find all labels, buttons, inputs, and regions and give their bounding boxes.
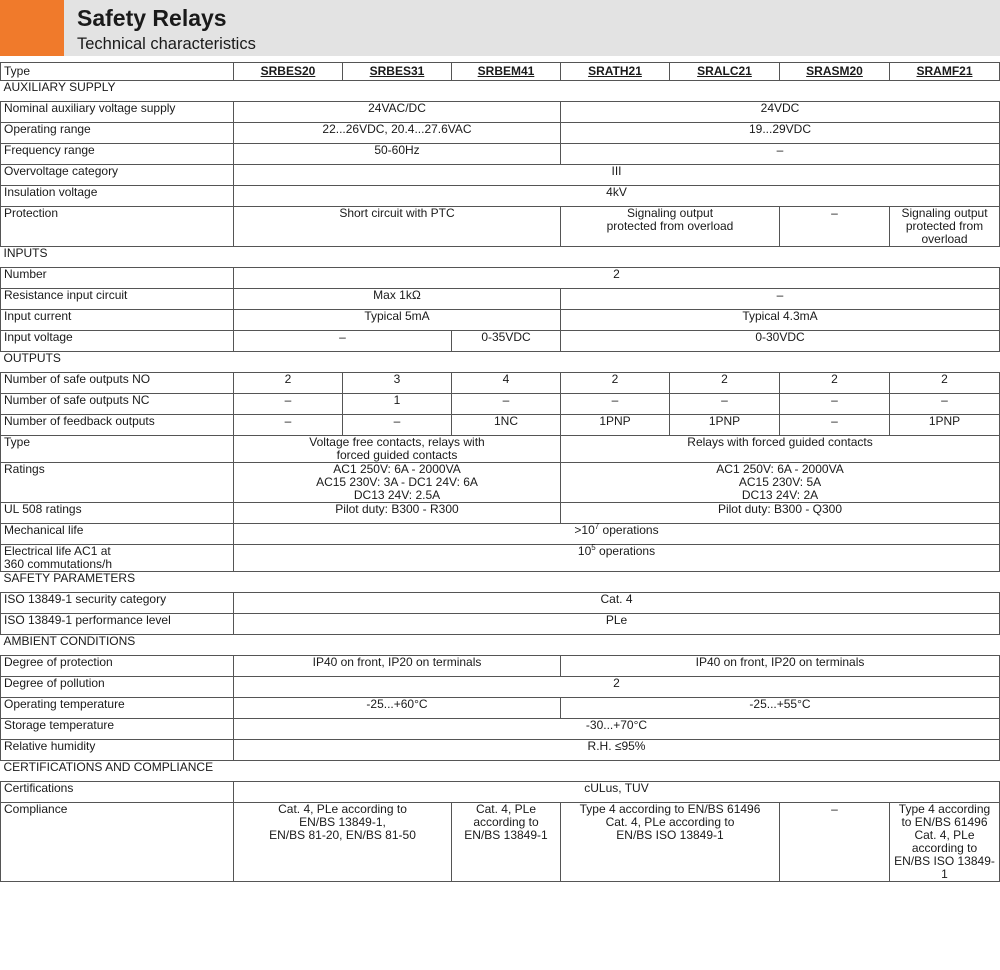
spec-row-nominal-auxiliary-voltage-supply — [1, 102, 1000, 123]
spec-value: 1PNP — [561, 415, 670, 436]
spec-value: 1NC — [452, 415, 561, 436]
spec-value: cULus, TUV — [234, 782, 1000, 803]
spec-label: Number of feedback outputs — [1, 415, 234, 436]
header-model: SRBES20 — [234, 63, 343, 81]
spec-value: – — [234, 394, 343, 415]
spec-value: 22...26VDC, 20.4...27.6VAC — [234, 123, 561, 144]
spec-label: Degree of pollution — [1, 677, 234, 698]
spec-value: R.H. ≤95% — [234, 740, 1000, 761]
spec-value: – — [561, 289, 1000, 310]
spec-row-relative-humidity — [1, 740, 1000, 761]
spec-value: PLe — [234, 614, 1000, 635]
spec-value: 2 — [561, 373, 670, 394]
spec-value: Signaling output protected from overload — [561, 207, 780, 247]
spec-value: – — [670, 394, 780, 415]
spec-label: Type — [1, 436, 234, 463]
spec-value: Signaling output protected from overload — [890, 207, 1000, 247]
section-row — [1, 635, 1000, 656]
spec-row-electrical-life-ac1-at — [1, 545, 1000, 572]
spec-value: – — [780, 394, 890, 415]
header-model: SRASM20 — [780, 63, 890, 81]
spec-value: 2 — [890, 373, 1000, 394]
spec-value: – — [780, 207, 890, 247]
header-model: SRBES31 — [343, 63, 452, 81]
spec-value: – — [561, 144, 1000, 165]
spec-value: – — [234, 415, 343, 436]
spec-label: Number of safe outputs NC — [1, 394, 234, 415]
section-title: INPUTS — [1, 247, 1000, 268]
section-row — [1, 352, 1000, 373]
spec-value: Typical 5mA — [234, 310, 561, 331]
spec-label: Operating range — [1, 123, 234, 144]
spec-row-iso-13849-1-security-category — [1, 593, 1000, 614]
spec-value: IP40 on front, IP20 on terminals — [234, 656, 561, 677]
spec-value: 2 — [234, 373, 343, 394]
header-model: SRALC21 — [670, 63, 780, 81]
spec-row-insulation-voltage — [1, 186, 1000, 207]
spec-row-compliance — [1, 803, 1000, 882]
spec-value: 1PNP — [890, 415, 1000, 436]
spec-row-number-of-safe-outputs-nc — [1, 394, 1000, 415]
spec-row-protection — [1, 207, 1000, 247]
spec-row-mechanical-life — [1, 524, 1000, 545]
spec-label: UL 508 ratings — [1, 503, 234, 524]
spec-row-degree-of-pollution — [1, 677, 1000, 698]
spec-value: Short circuit with PTC — [234, 207, 561, 247]
spec-row-operating-range — [1, 123, 1000, 144]
spec-value: 19...29VDC — [561, 123, 1000, 144]
spec-value: 2 — [234, 677, 1000, 698]
spec-label: Mechanical life — [1, 524, 234, 545]
spec-value: – — [780, 803, 890, 882]
page-header — [0, 0, 1000, 56]
spec-label: Overvoltage category — [1, 165, 234, 186]
spec-row-degree-of-protection — [1, 656, 1000, 677]
spec-value: Voltage free contacts, relays with forced guided contacts — [234, 436, 561, 463]
section-title: AMBIENT CONDITIONS — [1, 635, 1000, 656]
spec-label: ISO 13849-1 performance level — [1, 614, 234, 635]
page-subtitle: Technical characteristics — [77, 35, 256, 53]
spec-value: – — [780, 415, 890, 436]
spec-value: Typical 4.3mA — [561, 310, 1000, 331]
spec-label: Operating temperature — [1, 698, 234, 719]
spec-label: Degree of protection — [1, 656, 234, 677]
spec-row-number-of-safe-outputs-no — [1, 373, 1000, 394]
spec-label: Frequency range — [1, 144, 234, 165]
header-type: Type — [1, 63, 234, 81]
spec-label: Insulation voltage — [1, 186, 234, 207]
spec-label: Input voltage — [1, 331, 234, 352]
section-row — [1, 247, 1000, 268]
spec-value: 0-30VDC — [561, 331, 1000, 352]
spec-row-storage-temperature — [1, 719, 1000, 740]
spec-row-operating-temperature — [1, 698, 1000, 719]
header-model: SRBEM41 — [452, 63, 561, 81]
section-title: CERTIFICATIONS AND COMPLIANCE — [1, 761, 1000, 782]
spec-label: Input current — [1, 310, 234, 331]
spec-value: Cat. 4, PLe according to EN/BS 13849-1 — [452, 803, 561, 882]
spec-value: – — [234, 331, 452, 352]
header-model: SRATH21 — [561, 63, 670, 81]
section-title: AUXILIARY SUPPLY — [1, 81, 1000, 102]
spec-value: -25...+55°C — [561, 698, 1000, 719]
spec-label: Storage temperature — [1, 719, 234, 740]
spec-value: 0-35VDC — [452, 331, 561, 352]
spec-value: 50-60Hz — [234, 144, 561, 165]
spec-label: Compliance — [1, 803, 234, 882]
section-row — [1, 572, 1000, 593]
spec-label: ISO 13849-1 security category — [1, 593, 234, 614]
spec-row-frequency-range — [1, 144, 1000, 165]
spec-value: $>10^7$ operations — [234, 524, 1000, 545]
spec-value: – — [452, 394, 561, 415]
spec-label: Number — [1, 268, 234, 289]
spec-row-input-voltage — [1, 331, 1000, 352]
spec-label: Relative humidity — [1, 740, 234, 761]
spec-value: 1PNP — [670, 415, 780, 436]
spec-row-certifications — [1, 782, 1000, 803]
spec-value: $10^5$ operations — [234, 545, 1000, 572]
spec-row-number — [1, 268, 1000, 289]
spec-value: Max 1kΩ — [234, 289, 561, 310]
spec-value: – — [890, 394, 1000, 415]
spec-value: Type 4 according to EN/BS 61496 Cat. 4, PLe according to EN/BS ISO 13849-1 — [561, 803, 780, 882]
spec-label: Electrical life AC1 at 360 commutations/h — [1, 545, 234, 572]
spec-value: IP40 on front, IP20 on terminals — [561, 656, 1000, 677]
spec-value: 24VDC — [561, 102, 1000, 123]
spec-value: Pilot duty: B300 - R300 — [234, 503, 561, 524]
spec-label: Nominal auxiliary voltage supply — [1, 102, 234, 123]
section-row — [1, 81, 1000, 102]
specs-table — [0, 62, 1000, 882]
spec-row-resistance-input-circuit — [1, 289, 1000, 310]
spec-label: Number of safe outputs NO — [1, 373, 234, 394]
page-title: Safety Relays — [77, 5, 227, 31]
spec-label: Certifications — [1, 782, 234, 803]
header-model: SRAMF21 — [890, 63, 1000, 81]
spec-value: 24VAC/DC — [234, 102, 561, 123]
spec-row-type — [1, 436, 1000, 463]
spec-row-iso-13849-1-performance-level — [1, 614, 1000, 635]
spec-value: Type 4 according to EN/BS 61496 Cat. 4, PLe according to EN/BS ISO 13849-1 — [890, 803, 1000, 882]
spec-row-number-of-feedback-outputs — [1, 415, 1000, 436]
spec-value: 2 — [234, 268, 1000, 289]
spec-row-overvoltage-category — [1, 165, 1000, 186]
spec-value: 2 — [780, 373, 890, 394]
spec-value: 4kV — [234, 186, 1000, 207]
spec-value: 1 — [343, 394, 452, 415]
spec-value: -25...+60°C — [234, 698, 561, 719]
spec-row-input-current — [1, 310, 1000, 331]
spec-value: Cat. 4 — [234, 593, 1000, 614]
spec-row-ul-508-ratings — [1, 503, 1000, 524]
spec-value: Relays with forced guided contacts — [561, 436, 1000, 463]
spec-label: Ratings — [1, 463, 234, 503]
section-title: OUTPUTS — [1, 352, 1000, 373]
section-row — [1, 761, 1000, 782]
spec-value: 4 — [452, 373, 561, 394]
spec-row-ratings — [1, 463, 1000, 503]
spec-label: Protection — [1, 207, 234, 247]
spec-value: Pilot duty: B300 - Q300 — [561, 503, 1000, 524]
spec-value: – — [343, 415, 452, 436]
spec-label: Resistance input circuit — [1, 289, 234, 310]
spec-value: – — [561, 394, 670, 415]
spec-value: Cat. 4, PLe according to EN/BS 13849-1, EN/BS 81-20, EN/BS 81-50 — [234, 803, 452, 882]
accent-block — [0, 0, 64, 56]
spec-value: -30...+70°C — [234, 719, 1000, 740]
spec-value: III — [234, 165, 1000, 186]
spec-value: AC1 250V: 6A - 2000VA AC15 230V: 3A - DC1 24V: 6A DC13 24V: 2.5A — [234, 463, 561, 503]
spec-value: AC1 250V: 6A - 2000VA AC15 230V: 5A DC13 24V: 2A — [561, 463, 1000, 503]
spec-value: 3 — [343, 373, 452, 394]
section-title: SAFETY PARAMETERS — [1, 572, 1000, 593]
table-header-row — [1, 63, 1000, 81]
spec-value: 2 — [670, 373, 780, 394]
